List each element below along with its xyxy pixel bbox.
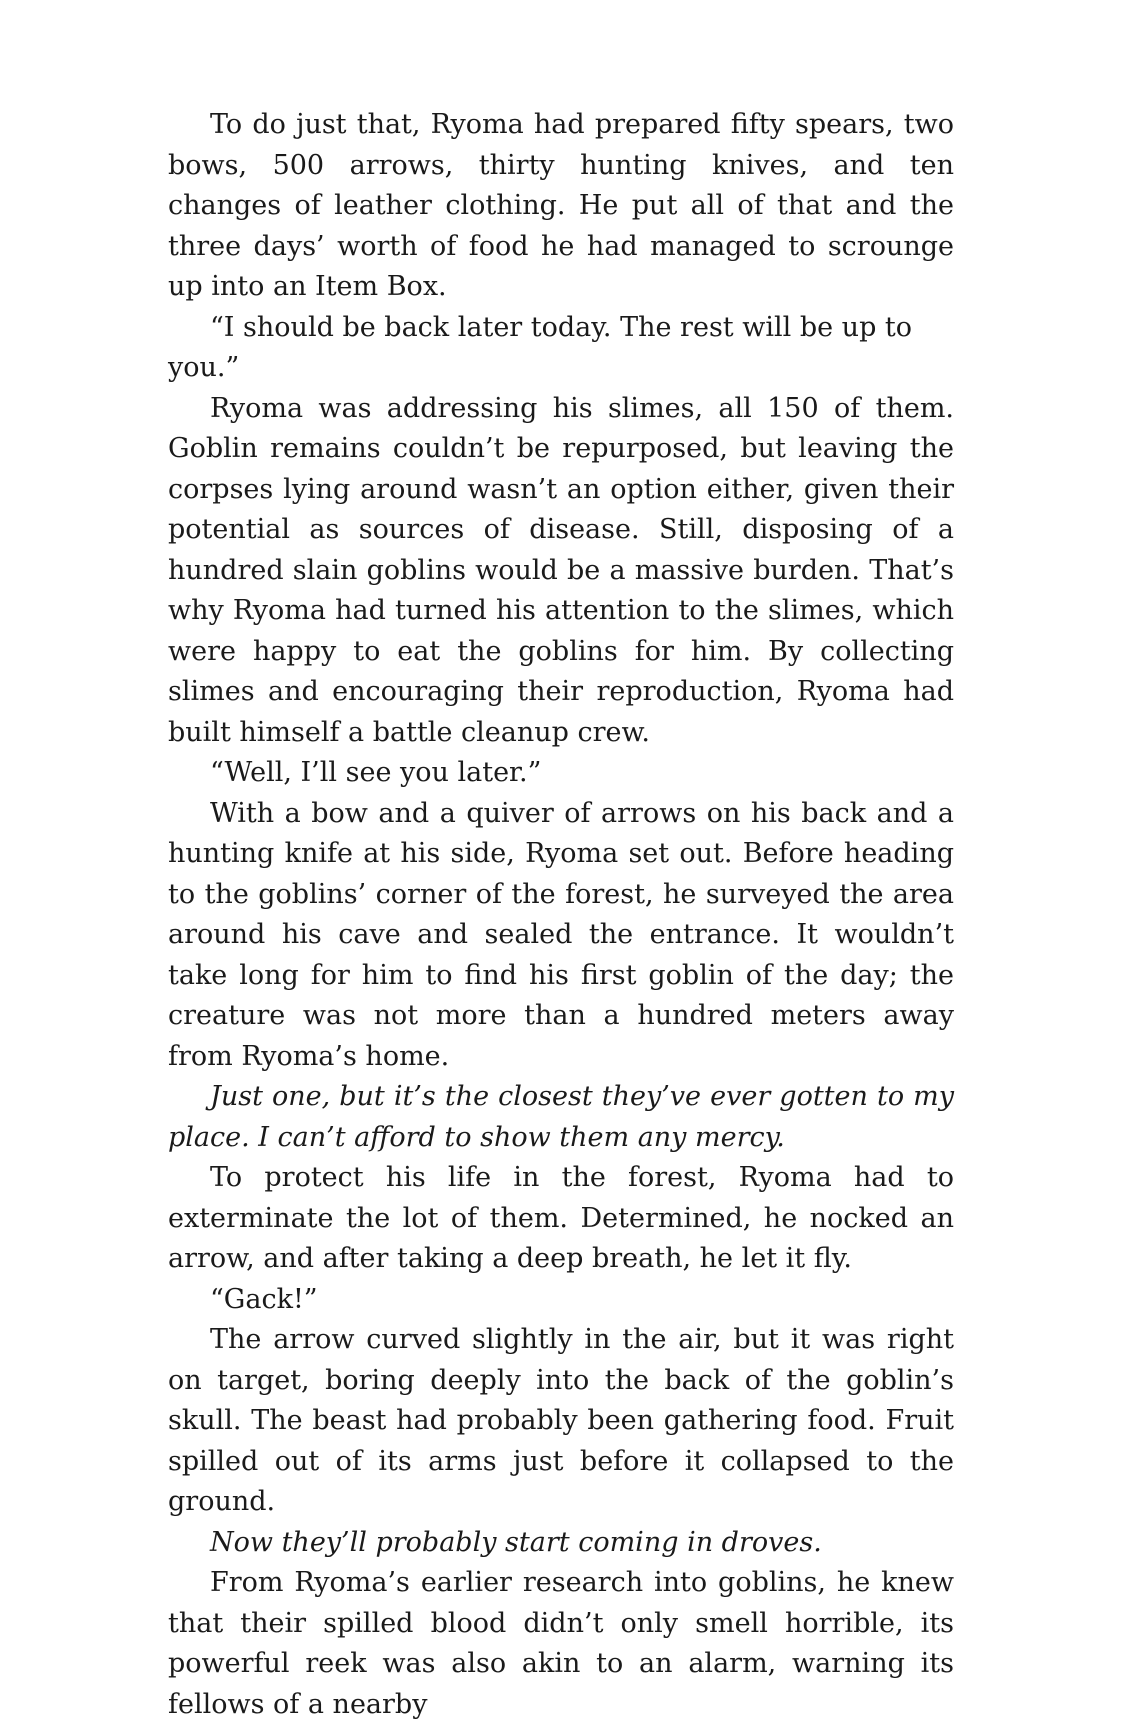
paragraph-thought-mercy: Just one, but it’s the closest they’ve ever gotten to my place. I can’t afford to show them any mercy. — [168, 1081, 954, 1153]
paragraph-set-out: With a bow and a quiver of arrows on his back and a hunting knife at his side, Ryoma set out. Before heading to the goblins’ corner of the forest, he surveyed the area around his cave and sealed the entrance. It wouldn’t take long for him to find his first goblin of the day; the creature was not more than a hundred meters away from Ryoma’s home. — [168, 797, 954, 1072]
paragraph-arrow-hit: The arrow curved slightly in the air, but it was right on target, boring deeply into the back of the goblin’s skull. The beast had probably been gathering food. Fruit spilled out of its arms just before it collapsed to the ground. — [168, 1324, 954, 1517]
paragraph-slimes: Ryoma was addressing his slimes, all 150 of them. Goblin remains couldn’t be repurposed, but leaving the corpses lying around wasn’t an option either, given their potential as sources of disease. Still, disposing of a hundred slain goblins would be a massive burden. That’s why Ryoma had turned his attention to the slimes, which were happy to eat the goblins for him. By collecting slimes and encouraging their reproduction, Ryoma had built himself a battle cleanup crew. — [168, 392, 954, 748]
paragraph-preparations: To do just that, Ryoma had prepared fifty spears, two bows, 500 arrows, thirty hunting knives, and ten changes of leather clothing. He put all of that and the three days’ worth of food he had managed to scrounge up into an Item Box. — [168, 109, 954, 302]
body-text — [168, 105, 954, 1725]
paragraph-nock-arrow: To protect his life in the forest, Ryoma had to exterminate the lot of them. Determined, he nocked an arrow, and after taking a deep breath, he let it fly. — [168, 1162, 954, 1274]
paragraph-thought-droves: Now they’ll probably start coming in droves. — [210, 1526, 822, 1558]
paragraph-dialogue-see-you: “Well, I’ll see you later.” — [210, 757, 542, 788]
paragraph-dialogue-back-later: “I should be back later today. The rest will be up to you.” — [168, 311, 913, 383]
paragraph-dialogue-gack: “Gack!” — [210, 1283, 318, 1315]
paragraph-goblin-research: From Ryoma’s earlier research into goblins, he knew that their spilled blood didn’t only smell horrible, its powerful reek was also akin to an alarm, warning its fellows of a nearby — [168, 1567, 954, 1720]
